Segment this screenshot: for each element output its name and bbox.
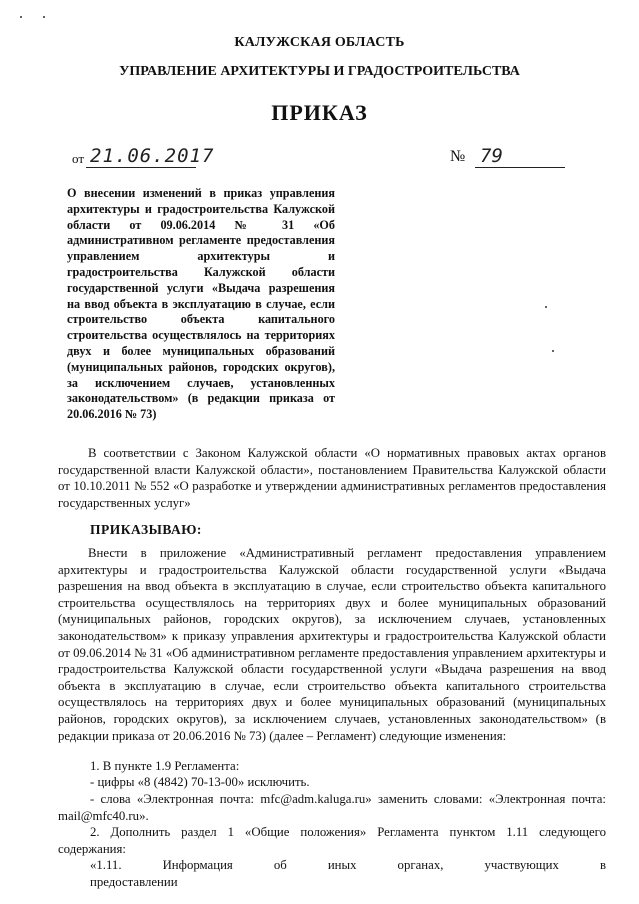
department-title: УПРАВЛЕНИЕ АРХИТЕКТУРЫ И ГРАДОСТРОИТЕЛЬСТВА — [119, 64, 520, 79]
list-item: 1. В пункте 1.9 Регламента: — [90, 759, 240, 773]
order-subject: О внесении изменений в приказ управления архитектуры и градостроительства Калужской области от 09.06.2014 № 31 «Об административном регламенте предоставления управлением архитектуры и градостроительства Калужской области государственной услуги «Выдача разрешения на ввод объекта в эксплуатацию в случае, если строительство объекта капитального строительства осуществлялось на территориях двух и более муниципальных образований (муниципальных районов, городских округов), за исключением случаев, установленных законодательством» (в редакции приказа от 20.06.2016 № 73) — [67, 186, 335, 422]
main-paragraph: Внести в приложение «Административный регламент предоставления управлением архитектуры и градостроительства Калужской области государственной услуги «Выдача разрешения на ввод объекта в эксплуатацию в случае, если строительство объекта капитального строительства осуществлялось на территориях двух и более муниципальных образований (муниципальных районов, городских округов), за исключением случаев, установленных законодательством» к приказу управления архитектуры и градостроительства Калужской области от 09.06.2014 № 31 «Об административном регламенте предоставления управлением архитектуры и градостроительства Калужской области государственной услуги «Выдача разрешения на ввод объекта в эксплуатацию в случае, если строительство объекта капитального строительства осуществлялось на территориях двух и более муниципальных образований (муниципальных районов, городских округов), за исключением случаев, установленных законодательством» (в редакции приказа от 20.06.2016 № 73) (далее – Регламент) следующие изменения: — [58, 546, 606, 743]
scan-speck — [545, 306, 547, 308]
handwritten-number: 79 — [480, 145, 503, 167]
number-underline — [475, 167, 565, 168]
list-item: «1.11. Информация об иных органах, участвующих в предоставлении — [90, 858, 606, 889]
list-item: 2. Дополнить раздел 1 «Общие положения» Регламента пунктом 1.11 следующего содержания: — [58, 825, 606, 856]
list-item: - слова «Электронная почта: mfc@adm.kaluga.ru» заменить словами: «Электронная почта: mail@mfc40.ru». — [58, 792, 606, 823]
date-label: от — [72, 151, 85, 166]
region-title: КАЛУЖСКАЯ ОБЛАСТЬ — [234, 35, 405, 50]
scan-speck — [552, 350, 554, 352]
number-label: № — [450, 148, 466, 165]
list-item: - цифры «8 (4842) 70-13-00» исключить. — [90, 775, 310, 789]
order-heading: ПРИКАЗЫВАЮ: — [90, 522, 202, 537]
preamble-paragraph: В соответствии с Законом Калужской области «О нормативных правовых актах органов государственной власти Калужской области», постановлением Правительства Калужской области от 10.10.2011 № 552 «О разработке и утверждении административных регламентов предоставления государственных услуг» — [58, 446, 606, 510]
scan-speck — [43, 16, 45, 18]
document-type-title: ПРИКАЗ — [271, 100, 368, 125]
date-underline — [86, 167, 196, 168]
scan-speck — [20, 16, 22, 18]
handwritten-date: 21.06.2017 — [90, 145, 215, 167]
